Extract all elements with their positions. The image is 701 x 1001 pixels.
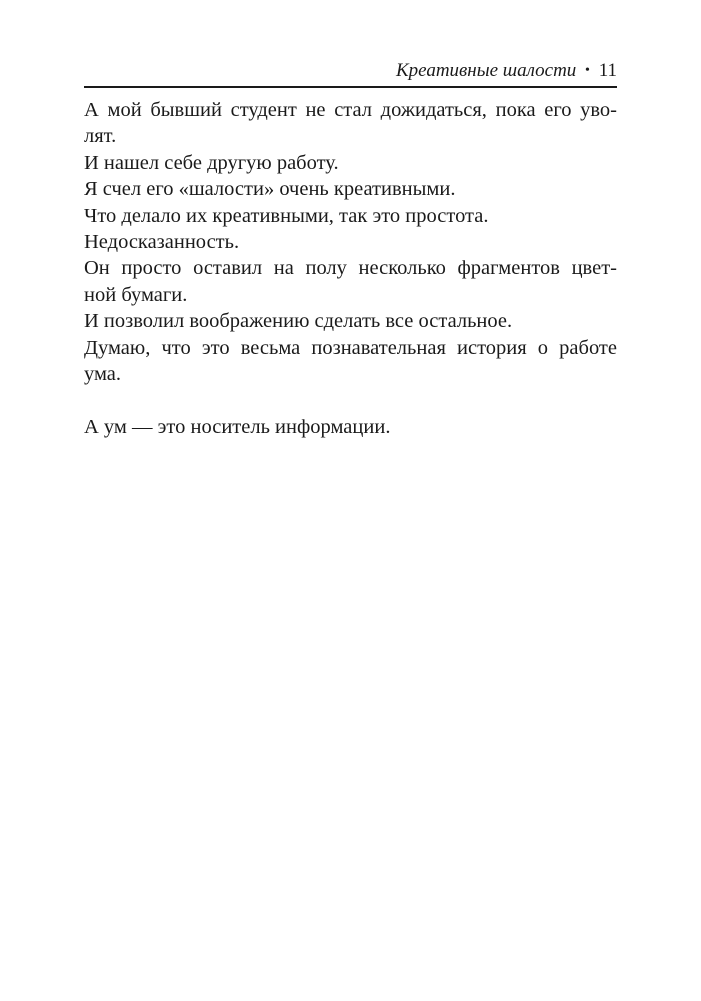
text-line: ной бумаги. xyxy=(84,283,188,306)
header-rule xyxy=(84,86,617,88)
bullet-separator: • xyxy=(585,63,590,78)
text-line: И позволил воображению сделать все остальное. xyxy=(84,310,513,333)
text-line: Недосказанность. xyxy=(84,230,240,253)
text-line: ума. xyxy=(84,362,122,385)
chapter-title: Креативные шалости xyxy=(396,60,577,81)
running-head xyxy=(84,58,617,84)
body-text xyxy=(84,97,617,440)
page-number: 11 xyxy=(598,60,617,81)
text-line: И нашел себе другую работу. xyxy=(84,151,339,174)
text-line: лят. xyxy=(84,125,117,148)
text-line: Он просто оставил на полу несколько фрагментов цвет- xyxy=(84,257,617,280)
text-line: Что делало их креативными, так это простота. xyxy=(84,204,489,227)
text-line: А ум — это носитель информации. xyxy=(84,415,391,438)
paragraph-gap xyxy=(84,387,617,413)
text-line: Думаю, что это весьма познавательная история о работе xyxy=(84,336,617,359)
text-line: А мой бывший студент не стал дожидаться, пока его уво- xyxy=(84,99,617,121)
text-line: Я счел его «шалости» очень креативными. xyxy=(84,178,456,201)
